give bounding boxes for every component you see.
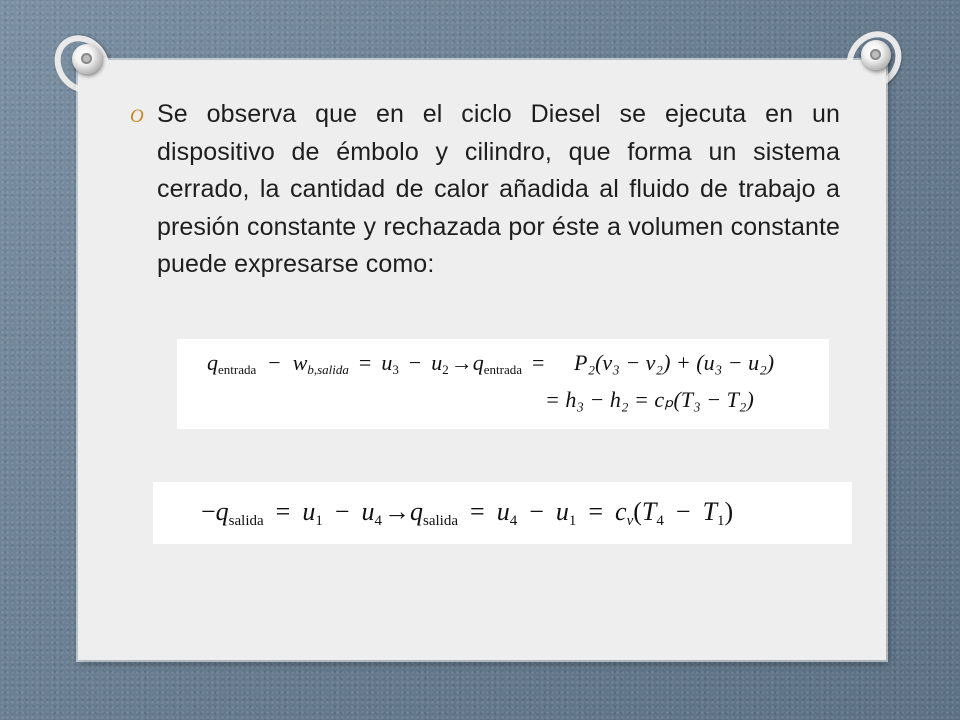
eq2-sub-salida2: salida xyxy=(423,513,459,529)
eq2-q: q xyxy=(215,497,229,526)
eq2-sub-v: v xyxy=(626,513,634,529)
eq1-sub-entrada2: entrada xyxy=(483,362,523,377)
eq2-sub-salida: salida xyxy=(228,513,264,529)
eq1-w: w xyxy=(292,350,308,375)
eq2-minus: − xyxy=(334,497,350,526)
eq1-u2: u xyxy=(431,350,443,375)
eq2-paren-close: ) xyxy=(724,497,734,526)
eq2-u4b: u xyxy=(496,497,510,526)
eq2-T1: T xyxy=(702,497,718,526)
pin-right-icon xyxy=(861,40,891,70)
eq1-q2: q xyxy=(472,350,484,375)
eq1-q: q xyxy=(207,350,218,375)
eq2-sub-T4: 4 xyxy=(656,513,664,529)
bullet-marker-icon: O xyxy=(130,106,144,127)
eq2-sub-1: 1 xyxy=(315,513,323,529)
eq1-minus: − xyxy=(268,350,281,375)
eq2-eq2: = xyxy=(470,497,485,526)
eq2-eq: = xyxy=(275,497,291,526)
eq2-sub-4b: 4 xyxy=(509,513,518,529)
eq2-paren-open: ( xyxy=(633,497,642,526)
eq1-sub-entrada: entrada xyxy=(218,362,257,377)
eq1-u3: u xyxy=(381,350,393,375)
eq2-arrow: → xyxy=(384,497,411,526)
eq1-minus2: − xyxy=(408,350,422,375)
eq2-q2: q xyxy=(410,497,424,526)
eq2-u4: u xyxy=(361,497,375,526)
pin-left-icon xyxy=(72,44,102,74)
svg-text:qentrada−wb,salida=u3−u2→qentr xyxy=(207,350,544,377)
eq2-sub-T1: 1 xyxy=(717,513,725,529)
bullet-text: Se observa que en el ciclo Diesel se ejecuta en un dispositivo de émbolo y cilindro, que forma un sistema cerrado, la cantidad de calor añadida al fluido de trabajo a presión constante y rechazada por éste a volumen constante puede expresarse como: xyxy=(157,100,840,278)
eq2-minus3: − xyxy=(675,497,691,526)
eq2-u1: u xyxy=(302,497,316,526)
eq1-line2-right: = h₃ − h₂ = cₚ(T₃ − T₂) xyxy=(545,387,754,412)
equation-image-heat-added xyxy=(177,339,829,429)
eq1-sub-3: 3 xyxy=(392,362,399,377)
eq2-minus2: − xyxy=(529,497,544,526)
bullet-item xyxy=(130,96,840,284)
eq1-sub-2: 2 xyxy=(442,362,449,377)
equation-heat-rejected xyxy=(153,482,852,544)
eq2-neg: − xyxy=(201,497,216,526)
eq1-line1-right: P₂(v₃ − v₂) + (u₃ − u₂) xyxy=(574,350,775,375)
eq2-sub-1b: 1 xyxy=(568,513,577,529)
equation-heat-added xyxy=(177,339,829,429)
eq2-eq3: = xyxy=(588,497,604,526)
eq1-eq: = xyxy=(358,350,372,375)
eq2-c: c xyxy=(615,497,627,526)
equation-image-heat-rejected xyxy=(153,482,852,544)
eq2-sub-4: 4 xyxy=(374,513,383,529)
eq2-T4: T xyxy=(641,497,657,526)
eq1-sub-bsalida: b,salida xyxy=(307,362,349,377)
svg-text:−qsalida=u1−u4→qsalida=u4−u1=c xyxy=(201,497,733,529)
eq1-eq2: = xyxy=(532,350,545,375)
eq2-u1b: u xyxy=(555,497,569,526)
eq1-arrow: → xyxy=(450,350,473,375)
